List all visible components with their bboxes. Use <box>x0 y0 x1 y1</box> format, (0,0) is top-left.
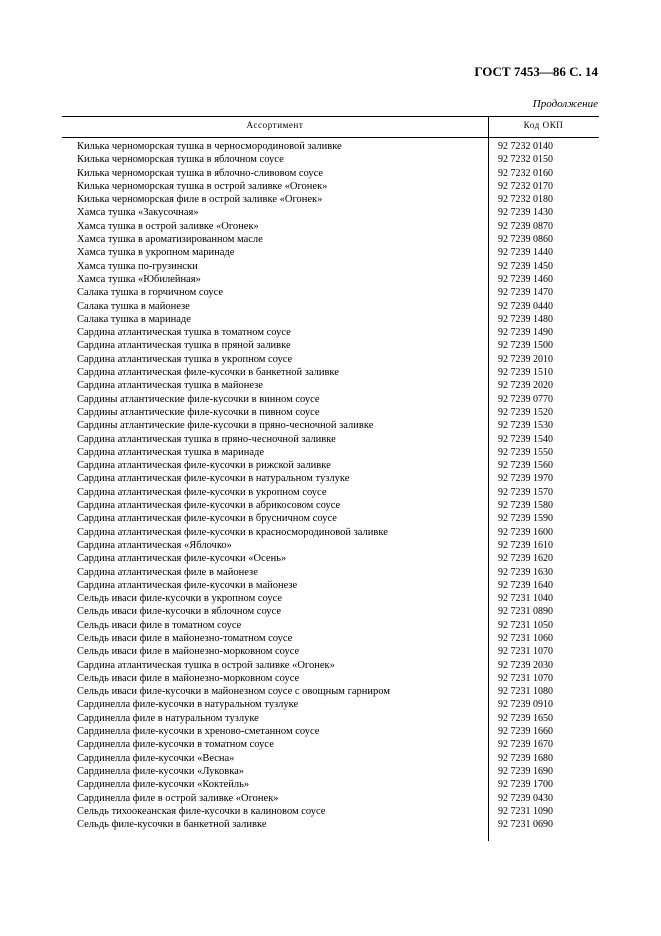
table-row <box>62 246 599 259</box>
okp-code: 92 7239 0860 <box>498 234 553 246</box>
product-name: Сардины атлантические филе-кусочки в пивном соусе <box>77 406 320 418</box>
product-name: Хамса тушка в укропном маринаде <box>77 247 235 259</box>
okp-code: 92 7239 2030 <box>498 659 553 671</box>
product-name: Салака тушка в майонезе <box>77 300 190 312</box>
table-row <box>62 672 599 685</box>
table-row <box>62 526 599 539</box>
okp-code: 92 7239 1640 <box>498 579 553 591</box>
product-name: Сардина атлантическая филе-кусочки в майонезе <box>77 579 298 591</box>
product-name: Килька черноморская тушка в черносмородиновой заливке <box>77 141 342 152</box>
product-name: Килька черноморская тушка в острой заливке «Огонек» <box>77 180 328 192</box>
product-name: Салака тушка в горчичном соусе <box>77 287 224 299</box>
table-row <box>62 752 599 765</box>
table-row <box>62 805 599 818</box>
table-row <box>62 792 599 805</box>
okp-code: 92 7239 1630 <box>498 566 553 578</box>
table-row <box>62 433 599 446</box>
okp-code: 92 7239 1620 <box>498 553 553 565</box>
table-row <box>62 326 599 339</box>
okp-code: 92 7239 2020 <box>498 380 553 392</box>
table-row <box>62 193 599 206</box>
product-name: Хамса тушка в острой заливке «Огонек» <box>77 220 259 232</box>
product-name: Сардинелла филе в натуральном тузлуке <box>77 712 259 724</box>
product-name: Сельдь иваси филе-кусочки в майонезном соусе с овощным гарниром <box>77 686 390 698</box>
okp-code: 92 7231 1060 <box>498 632 553 644</box>
product-name: Сардина атлантическая филе-кусочки в банкетной заливке <box>77 367 339 379</box>
product-name: Сардины атлантические филе-кусочки в винном соусе <box>77 393 320 405</box>
product-name: Сардина атлантическая филе-кусочки «Осень» <box>77 553 287 565</box>
table-row <box>62 698 599 711</box>
okp-code: 92 7239 0430 <box>498 792 553 804</box>
table-row <box>62 180 599 193</box>
okp-code: 92 7239 1530 <box>498 420 553 432</box>
table-row <box>62 206 599 219</box>
okp-code: 92 7232 0150 <box>498 154 553 166</box>
product-name: Салака тушка в маринаде <box>77 313 191 325</box>
product-name: Сардина атлантическая филе-кусочки в укропном соусе <box>77 486 327 498</box>
table-row <box>62 605 599 618</box>
okp-code: 92 7232 0170 <box>498 180 553 192</box>
table-row <box>62 140 599 153</box>
table-row <box>62 366 599 379</box>
okp-code: 92 7239 1500 <box>498 340 553 352</box>
table-row <box>62 300 599 313</box>
table-row <box>62 712 599 725</box>
table-row <box>62 459 599 472</box>
okp-code: 92 7239 1560 <box>498 460 553 472</box>
product-name: Сардина атлантическая тушка в пряно-чесночной заливке <box>77 433 336 445</box>
okp-code: 92 7239 2010 <box>498 353 553 365</box>
table-row <box>62 233 599 246</box>
product-name: Хамса тушка в ароматизированном масле <box>77 234 263 246</box>
okp-code: 92 7239 1650 <box>498 712 553 724</box>
okp-code: 92 7239 0870 <box>498 220 553 232</box>
product-name: Сардина атлантическая филе-кусочки в натуральном тузлуке <box>77 473 350 485</box>
table-row <box>62 419 599 432</box>
table-header-rule <box>62 137 599 138</box>
okp-code: 92 7239 1460 <box>498 273 553 285</box>
product-name: Сардина атлантическая филе-кусочки в рижской заливке <box>77 460 331 472</box>
okp-code: 92 7239 1550 <box>498 446 553 458</box>
table-row <box>62 353 599 366</box>
table-row <box>62 738 599 751</box>
okp-code: 92 7231 1070 <box>498 672 553 684</box>
column-header-assortment: Ассортимент <box>246 120 304 130</box>
product-name: Сардина атлантическая тушка в майонезе <box>77 380 263 392</box>
okp-code: 92 7239 1480 <box>498 313 553 325</box>
table-row <box>62 512 599 525</box>
table-row <box>62 499 599 512</box>
table-row <box>62 446 599 459</box>
okp-code: 92 7239 1540 <box>498 433 553 445</box>
product-name: Сардина атлантическая тушка в маринаде <box>77 446 264 458</box>
okp-code: 92 7239 1510 <box>498 367 553 379</box>
table-row <box>62 153 599 166</box>
okp-code: 92 7239 1590 <box>498 513 553 525</box>
table-row <box>62 566 599 579</box>
product-name: Сардина атлантическая тушка в острой заливке «Огонек» <box>77 659 335 671</box>
column-header-okp-code: Код ОКП <box>523 120 564 130</box>
okp-code: 92 7239 1470 <box>498 287 553 299</box>
product-name: Сардина атлантическая тушка в укропном соусе <box>77 353 293 365</box>
table-top-rule <box>62 116 599 117</box>
okp-code: 92 7231 1070 <box>498 646 553 658</box>
okp-code: 92 7232 0180 <box>498 194 553 206</box>
okp-code: 92 7232 0140 <box>498 141 553 152</box>
table-row <box>62 725 599 738</box>
product-name: Сардина атлантическая филе-кусочки в абрикосовом соусе <box>77 500 341 512</box>
product-name: Сельдь тихоокеанская филе-кусочки в калиновом соусе <box>77 805 326 817</box>
okp-code: 92 7239 1970 <box>498 473 553 485</box>
okp-code: 92 7239 1700 <box>498 779 553 791</box>
continuation-label: Продолжение <box>532 98 598 110</box>
okp-code: 92 7231 1090 <box>498 805 553 817</box>
table-row <box>62 260 599 273</box>
table-row <box>62 818 599 831</box>
table-row <box>62 220 599 233</box>
okp-code: 92 7239 0440 <box>498 300 553 312</box>
okp-code: 92 7231 1040 <box>498 593 553 605</box>
table-row <box>62 539 599 552</box>
product-name: Сардинелла филе-кусочки в хреново-сметанном соусе <box>77 726 320 738</box>
okp-code: 92 7239 1580 <box>498 500 553 512</box>
table-row <box>62 406 599 419</box>
okp-code: 92 7231 0690 <box>498 819 553 831</box>
okp-code: 92 7239 1680 <box>498 752 553 764</box>
table-row <box>62 393 599 406</box>
table-row <box>62 379 599 392</box>
table-row <box>62 645 599 658</box>
table-row <box>62 659 599 672</box>
okp-code: 92 7239 1430 <box>498 207 553 219</box>
table-row <box>62 592 599 605</box>
product-name: Сардина атлантическая тушка в пряной заливке <box>77 340 291 352</box>
product-name: Сардина атлантическая «Яблочко» <box>77 539 232 551</box>
product-name: Хамса тушка по-грузински <box>77 260 198 272</box>
okp-code: 92 7239 1570 <box>498 486 553 498</box>
table-row <box>62 765 599 778</box>
product-name: Хамса тушка «Юбилейная» <box>77 273 201 285</box>
okp-code: 92 7239 1660 <box>498 726 553 738</box>
okp-code: 92 7239 1520 <box>498 406 553 418</box>
table-row <box>62 619 599 632</box>
table-row <box>62 632 599 645</box>
product-name: Сельдь филе-кусочки в банкетной заливке <box>77 819 267 831</box>
table-row <box>62 273 599 286</box>
product-name: Сардинелла филе-кусочки в томатном соусе <box>77 739 274 751</box>
okp-code: 92 7239 1450 <box>498 260 553 272</box>
product-name: Сельдь иваси филе в томатном соусе <box>77 619 242 631</box>
product-name: Хамса тушка «Закусочная» <box>77 207 199 219</box>
product-name: Килька черноморская тушка в яблочном соусе <box>77 154 284 166</box>
okp-code: 92 7239 1490 <box>498 327 553 339</box>
product-name: Сардинелла филе-кусочки в натуральном тузлуке <box>77 699 299 711</box>
okp-code: 92 7239 1690 <box>498 765 553 777</box>
table-body <box>62 140 599 831</box>
product-name: Сардинелла филе в острой заливке «Огонек» <box>77 792 279 804</box>
table-row <box>62 313 599 326</box>
product-name: Сельдь иваси филе в майонезно-томатном соусе <box>77 632 293 644</box>
product-name: Сардинелла филе-кусочки «Коктейль» <box>77 779 250 791</box>
product-name: Сардина атлантическая филе в майонезе <box>77 566 258 578</box>
table-row <box>62 685 599 698</box>
okp-code: 92 7239 1610 <box>498 539 553 551</box>
table-row <box>62 579 599 592</box>
product-name: Сельдь иваси филе-кусочки в укропном соусе <box>77 593 283 605</box>
table-row <box>62 286 599 299</box>
product-name: Сельдь иваси филе в майонезно-морковном соусе <box>77 646 300 658</box>
okp-code: 92 7239 0770 <box>498 393 553 405</box>
okp-code: 92 7239 1600 <box>498 526 553 538</box>
product-name: Сельдь иваси филе в майонезно-морковном соусе <box>77 672 300 684</box>
product-name: Сардинелла филе-кусочки «Луковка» <box>77 765 245 777</box>
product-name: Килька черноморская тушка в яблочно-сливовом соусе <box>77 167 324 179</box>
table-row <box>62 339 599 352</box>
okp-code: 92 7232 0160 <box>498 167 553 179</box>
okp-code: 92 7239 1440 <box>498 247 553 259</box>
table-row <box>62 486 599 499</box>
table-row <box>62 472 599 485</box>
assortment-table <box>62 116 599 841</box>
okp-code: 92 7239 0910 <box>498 699 553 711</box>
product-name: Сардинелла филе-кусочки «Весна» <box>77 752 235 764</box>
okp-code: 92 7231 1080 <box>498 686 553 698</box>
table-row <box>62 552 599 565</box>
page-header: ГОСТ 7453—86 С. 14 <box>474 64 598 79</box>
product-name: Килька черноморская филе в острой заливке «Огонек» <box>77 194 323 206</box>
product-name: Сардина атлантическая тушка в томатном соусе <box>77 327 291 339</box>
okp-code: 92 7231 1050 <box>498 619 553 631</box>
product-name: Сардины атлантические филе-кусочки в пряно-чесночной заливке <box>77 420 374 432</box>
okp-code: 92 7231 0890 <box>498 606 553 618</box>
product-name: Сельдь иваси филе-кусочки в яблочном соусе <box>77 606 282 618</box>
table-row <box>62 167 599 180</box>
product-name: Сардина атлантическая филе-кусочки в красносмородиновой заливке <box>77 526 388 538</box>
table-row <box>62 778 599 791</box>
product-name: Сардина атлантическая филе-кусочки в брусничном соусе <box>77 513 337 525</box>
okp-code: 92 7239 1670 <box>498 739 553 751</box>
